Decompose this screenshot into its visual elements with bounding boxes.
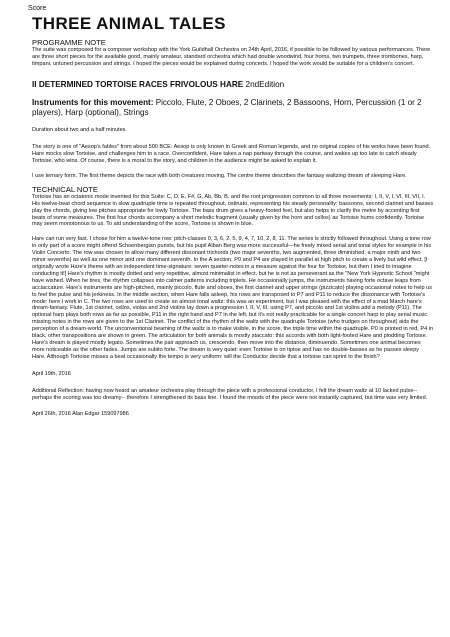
- movement-title-text: II DETERMINED TORTOISE RACES FRIVOLOUS HARE: [32, 79, 244, 89]
- programme-note-heading: PROGRAMME NOTE: [32, 38, 106, 47]
- instruments-label: Instruments for this movement:: [32, 97, 154, 107]
- signature-line: April 26th, 2016 Alan Edgar 159097986: [32, 411, 129, 418]
- programme-note-text: The suite was composed for a composer workshop with the York Guildhall Orchestra on 24th April, 2016, if possible to be followed by various performances. There are three short pieces for the available good, mainly amateur, standard orchestra which had double woodwind, four horns, two trumpets, three trombones, harp, timpani, untuned percussion and strings. I hoped the pieces would be explained during concerts. I hoped the work would be suitable for a children's concert.: [32, 47, 431, 67]
- page-title: THREE ANIMAL TALES: [32, 14, 226, 33]
- story-paragraph: The story is one of "Aesop's fables" from about 500 BCE: Aesop is only known in Greek and Roman legends, and no original copies of his works have been found. Hare mocks slow Tortoise, and challenges him to a race. Overconfident, Hare takes a nap partway through the course, and wakes up too late to catch steady Tortoise, who wins. Of course, there is a moral to the story, and children in the audience might be asked to explain it.: [32, 144, 431, 165]
- additional-reflection: Additional Reflection: having now heard an amateur orchestra play through the piece with a professional conductor, I felt the dream waltz at 10 lacked pulse--perhaps the scoring was too dreamy-- therefore I strengthened its bass line. I found the moods of the piece were not instantly captured, but time was very limited.: [32, 387, 428, 401]
- movement-title: [32, 80, 434, 90]
- technical-note-paragraph-2: Hare can run very fast. I chose for him a twelve-tone row: pitch-classes 0, 3, 6, 2, 5, 9, 4, 7, 10, 2, 8, 11. The series is strictly followed throughout. Using a tone row in only part of a score might offend Schoenbergian purists, but his pupil Alban Berg was more successful—he freely mixed serial and tonal styles for example in his Violin Concerto. The row was chosen to allow many different dissonant trichords (two major sevenths, two augmented, three diminished, a major ninth and two minor sevenths) as well as one minor and one dominant seventh. In the A section, P0 and P4 are played in parallel at high pitch to create a lively but wild effect. [I originally wrote Hare's theme with an independent time-signature: seven quarter-notes in a measure against the four for Tortoise, but then I tried to imagine conducting it!] Hare's rhythm is mostly dotted and very repetitive, almost minimalist in effect, but he is not as perseverant as the "New York Hypnotic School "might have wished. When he tires, the rhythm collapses into calmer patterns including triplets. He occasionally jumps, the instruments having forte octave leaps from acciaccature. Hare's instruments are high-pitched, mainly piccolo, flute and oboes, the first clarinet and upper strings (pizzicato) playing occasional notes to help us to feel the pulse and his jerkiness. In the middle section, when Hare falls asleep, his rows are transposed to P7 and P11 to reduce the dissonance with Tortoise's mode: here I work in C. The two rows are used to create an almost tonal waltz: this was an experiment, but I was pleased with the effect of a mad March hare's dream-fantasy. Flute, 1st clarinet, cellos, violas and 2nd violins lay down a progression I, II, V, III, using P7, and piccolo and 1st violins add a melody (P11). The optional harp plays both rows as far as possible, P11 in the right hand and P7 in the left, but it's not really practicable for a single concert harp to play serial music: missing notes in the rows are given to the 1st Clarinet. The conflict of the rhythm of the waltz with the quadruple Tortoise (who trudges on throughout) aids the perception of a dream-world. The unconventional beaming of the waltz is to make visible, in the score, the triple time within the quadruple. P0 is printed in red, P4 in black, other transpositions are shown in green. The articulation for both animals is mostly staccato: this accords with both light-footed Hare and plodding Tortoise. Hare's dream is played mostly legato. Sometimes the pair approach us, crescendo, then move into the distance, diminuendo. Sometimes one animal becomes more noticeable as the other fades. Jumps are subito forte. The dream is very quiet: even Tortoise is on tiptoe and has no double-basses as he passes sleepy Hare. Although Tortoise misses a beat occasionally the tempo is very uniform: will the Conductor decide that a tortoise can sprint to the finish?: [32, 236, 434, 360]
- technical-note-heading: TECHNICAL NOTE: [32, 184, 98, 194]
- duration-text: Duration about two and a half minutes.: [32, 127, 127, 134]
- movement-edition: 2ndEdition: [245, 79, 285, 89]
- instruments-list: Piccolo, Flute, 2 Oboes, 2 Clarinets, 2 Bassoons, Horn, Percussion (1 or 2 players), Harp (optional), Strings: [32, 97, 422, 117]
- technical-note-paragraph-1: Tortoise has an octatonic mode invented for this Suite: C, D, E, F#, G, Ab, Bb, B, and the root progression common to all three movements: I, II, V, I, VI, III, VII, I. His twelve-beat chord sequence in slow quadruple time is repeated throughout, ostinato, representing his steady personality: bassoons, second clarinet and basses play the chords, giving low pitches appropriate for lowly Tortoise. The bass drum gives a heavy-footed feel, but also helps to clarify the metre by accenting first beats of some measures. The first four chords accompany a short melodic fragment (usually given by the horn and cellos) as Tortoise hums confidently. Tortoise may seem monotonous to us. To aid understanding of the score, Tortoise is shown in blue.: [32, 193, 434, 228]
- date-line: April 19th, 2016: [32, 370, 71, 377]
- instruments-line: [32, 98, 434, 118]
- themes-paragraph: I use ternary form. The first theme depicts the race with both creatures moving. The centre theme describes the fantasy waltzing dream of sleeping Hare.: [32, 172, 407, 179]
- header-label: Score: [28, 5, 47, 12]
